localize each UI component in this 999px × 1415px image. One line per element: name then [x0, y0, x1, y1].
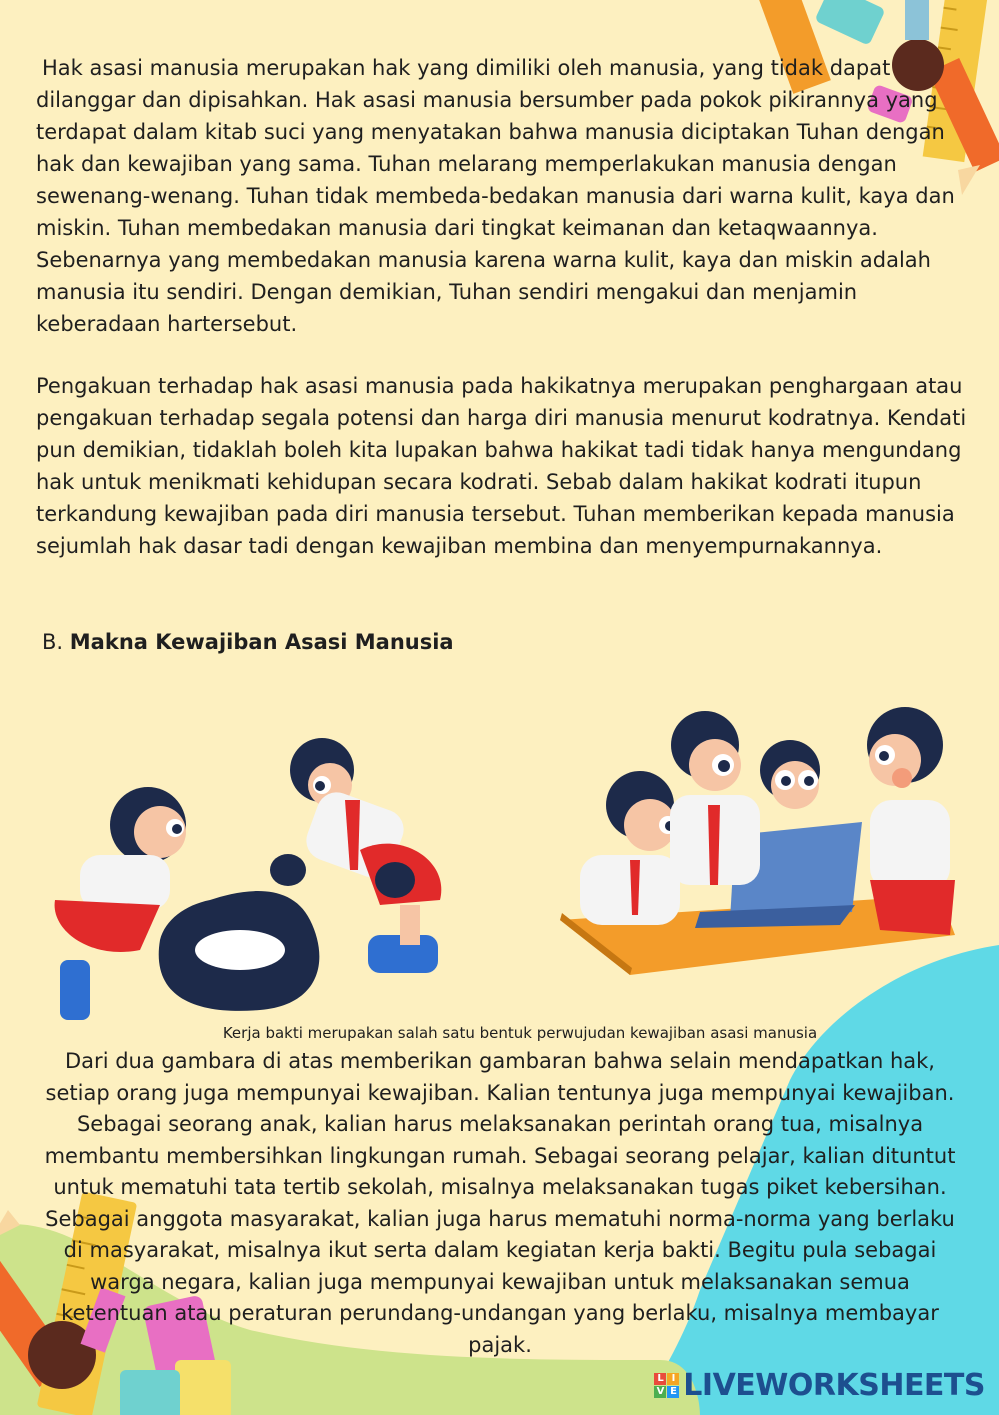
paragraph-hak-asasi: Hak asasi manusia merupakan hak yang dimiliki oleh manusia, yang tidak dapat dilanggar dan dipisahkan. Hak asasi manusia bersumber pada pokok pikirannya yang terdapat dalam kitab suci yang menyatakan bahwa manusia diciptakan Tuhan dengan hak dan kewajiban yang sama. Tuhan melarang memperlakukan manusia dengan sewenang-wenang. Tuhan tidak membeda-bedakan manusia dari warna kulit, kaya dan miskin. Tuhan membedakan manusia dari tingkat keimanan dan ketaqwaannya. Sebenarnya yang membedakan manusia karena warna kulit, kaya dan miskin adalah manusia itu sendiri. Dengan demikian, Tuhan sendiri mengakui dan menjamin keberadaan hartersebut. [36, 56, 955, 336]
section-title: Makna Kewajiban Asasi Manusia [69, 630, 454, 654]
illustration-cleaning-students [55, 738, 442, 1020]
section-prefix: B. [42, 630, 64, 654]
paragraph-kewajiban: Dari dua gambara di atas memberikan gambaran bahwa selain mendapatkan hak, setiap orang juga mempunyai kewajiban. Kalian tentunya juga mempunyai kewajiban. Sebagai seorang anak, kalian harus melaksanakan perintah orang tua, misalnya membantu membersihkan lingkungan rumah. Sebagai seorang pelajar, kalian dituntut untuk mematuhi tata tertib sekolah, misalnya melaksanakan tugas piket kebersihan. Sebagai anggota masyarakat, kalian juga harus mematuhi norma-norma yang berlaku di masyarakat, misalnya ikut serta dalam kegiatan kerja bakti. Begitu pula sebagai warga negara, kalian juga mempunyai kewajiban untuk melaksanakan semua ketentuan atau peraturan perundang-undangan yang berlaku, misalnya membayar pajak. [44, 1049, 956, 1357]
liveworksheets-logo[interactable] [654, 1368, 985, 1403]
logo-mark-icon: L I V E [654, 1373, 679, 1398]
image-caption: Kerja bakti merupakan salah satu bentuk perwujudan kewajiban asasi manusia [222, 1024, 818, 1042]
illustration-laptop-students [560, 707, 955, 975]
logo-text: LIVEWORKSHEETS [683, 1368, 985, 1403]
paragraph-pengakuan: Pengakuan terhadap hak asasi manusia pada hakikatnya merupakan penghargaan atau pengakuan terhadap segala potensi dan harga diri manusia menurut kodratnya. Kendati pun demikian, tidaklah boleh kita lupakan bahwa hakikat tadi tidak hanya mengundang hak untuk menikmati kehidupan secara kodrati. Sebab dalam hakikat kodrati itupun terkandung kewajiban pada diri manusia tersebut. Tuhan memberikan kepada manusia sejumlah hak dasar tadi dengan kewajiban membina dan menyempurnakannya. [36, 374, 967, 558]
section-heading [42, 626, 454, 658]
